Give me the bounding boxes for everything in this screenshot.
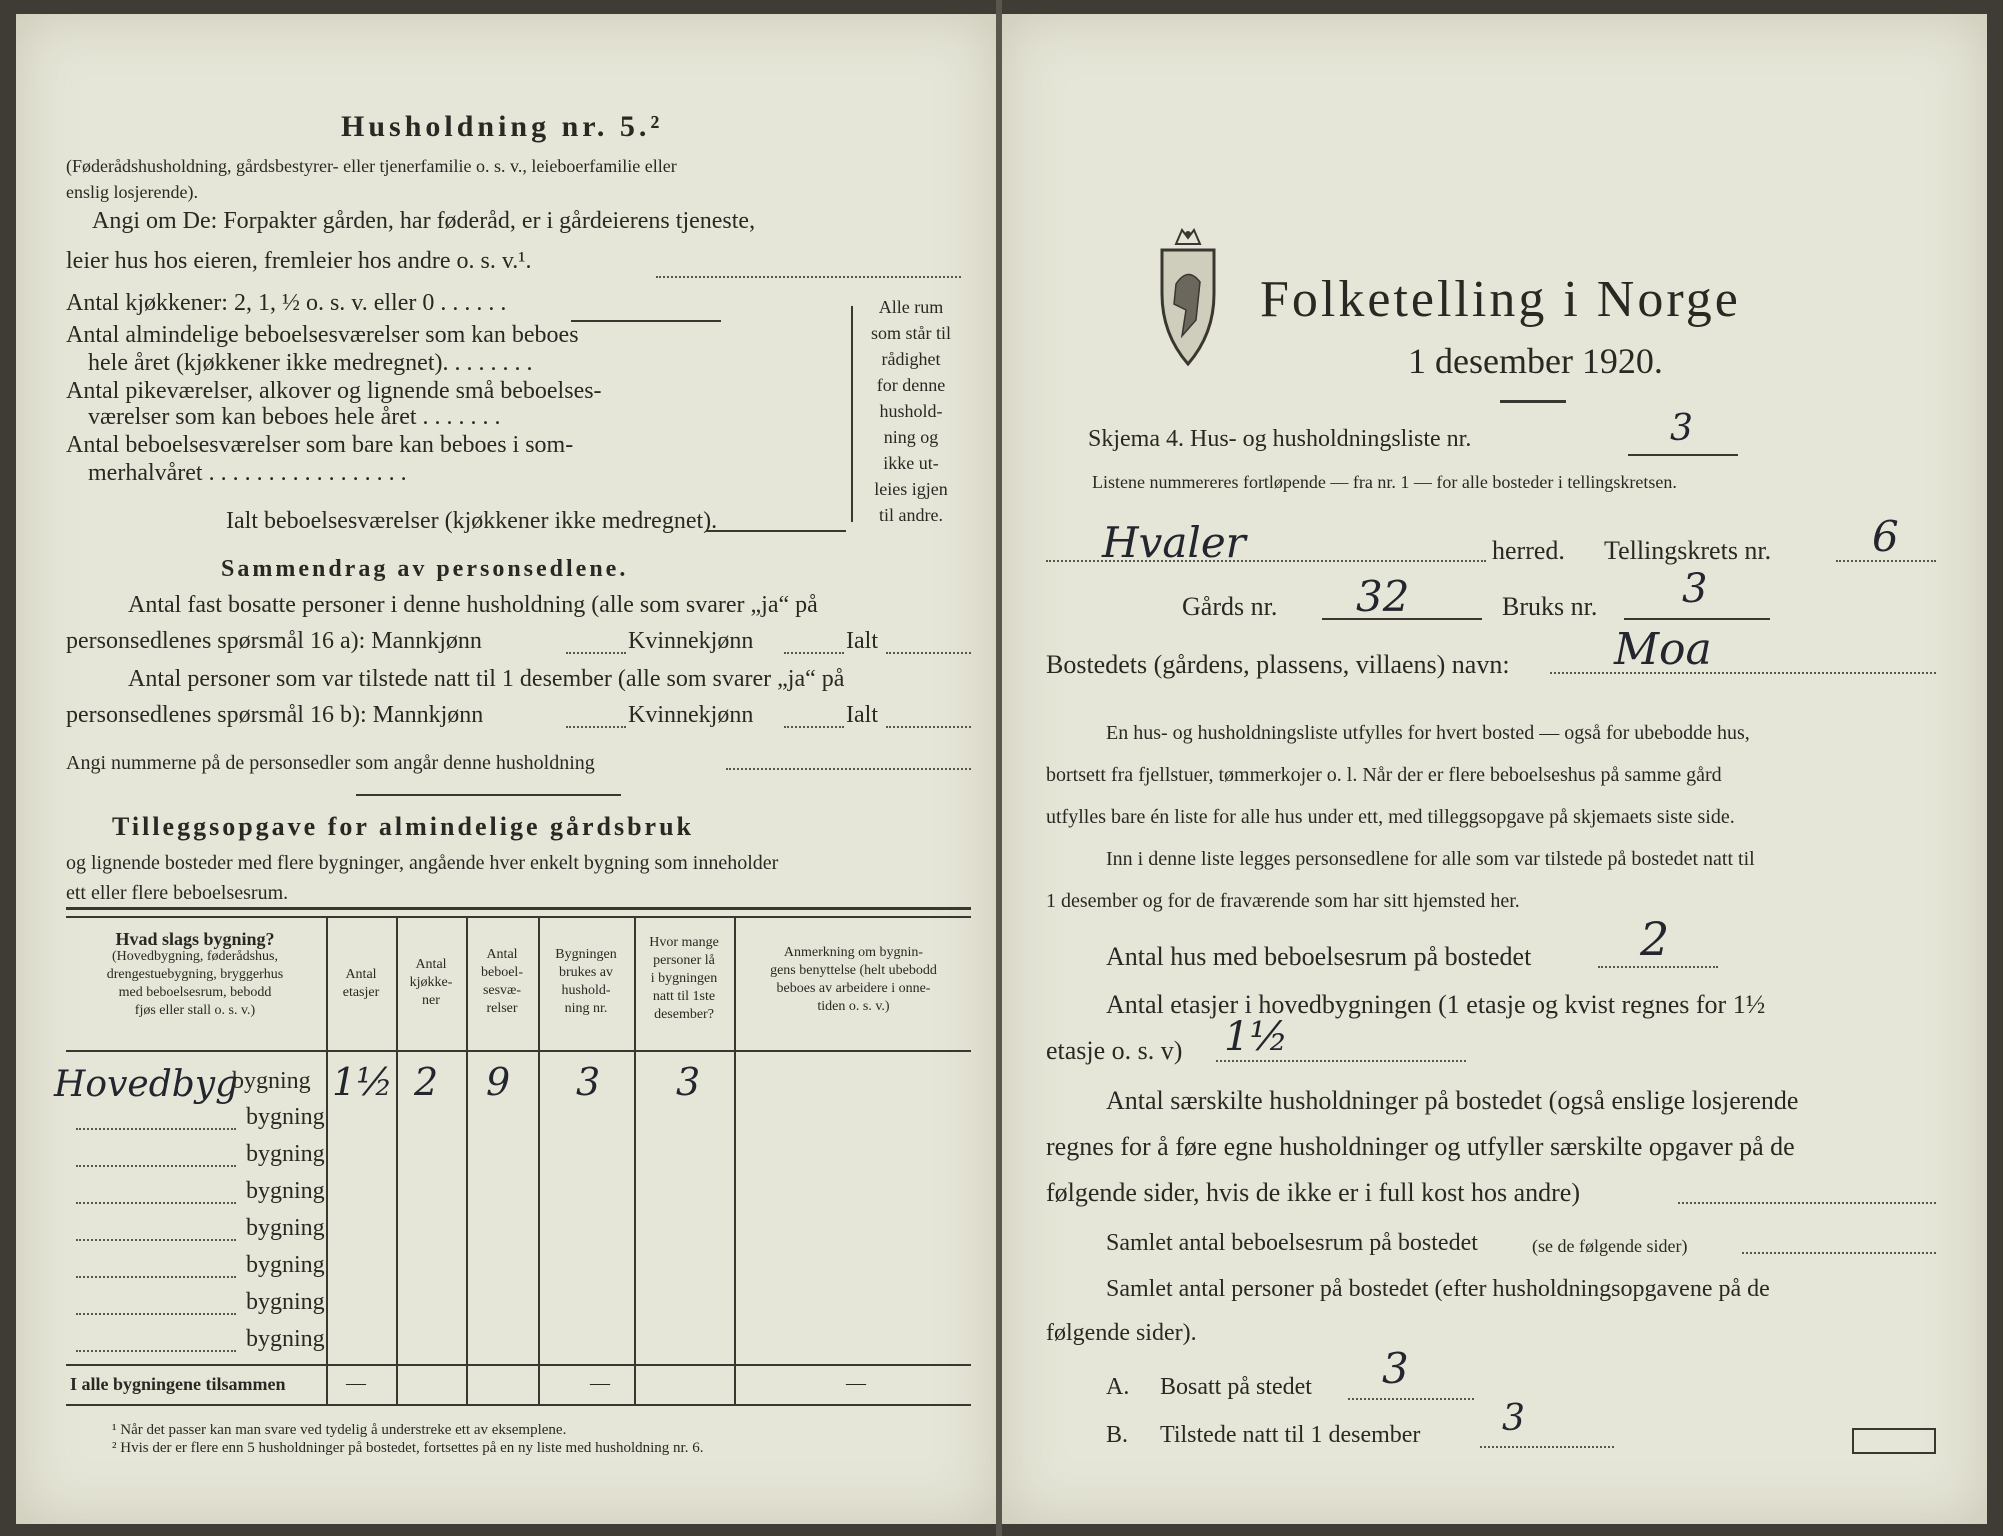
row-label: bygning [246,1104,325,1130]
pikevaerelser-label: Antal pikeværelser, alkover og lignende små beboelses- [66,378,602,404]
tilstede-line-1: Antal personer som var tilstede natt til 1 desember (alle som svarer „ja“ på [128,666,845,692]
almindelige-label: Antal almindelige beboelsesværelser som kan beboes [66,322,579,348]
left-page [16,14,996,1524]
table-top-border-2 [66,916,971,918]
pikevaerelser-label-2: værelser som kan beboes hele året . . . . . . . [88,404,501,430]
skjema-value: 3 [1670,408,1693,449]
fast-bosatte-line-2: personsedlenes spørsmål 16 a): Mannkjønn [66,628,482,654]
row-label: bygning [246,1289,325,1315]
total-husholdning-dash: — [590,1372,610,1394]
section-divider [356,794,621,796]
etasjer-value: 1½ [1224,1014,1289,1060]
fast-kvinne-label: Kvinnekjønn [628,628,754,654]
row-fill-line [76,1350,236,1352]
tilstede-ialt-line [886,726,971,728]
bosatt-value: 3 [1382,1344,1409,1393]
nummerne-label: Angi nummerne på de personsedler som angår denne husholdning [66,752,595,774]
footnote-2: ² Hvis der er flere enn 5 husholdninger på bostedet, fortsettes på en ny liste med husholdning nr. 6. [112,1440,704,1456]
hus-line [1598,966,1718,968]
household-subtitle-2: enslig losjerende). [66,182,198,202]
gards-value: 32 [1356,572,1410,621]
title-divider [1500,400,1566,403]
household-subtitle: (Føderådshusholdning, gårdsbestyrer- eller tjenerfamilie o. s. v., leieboerfamilie eller [66,156,677,176]
tilstede-mann-line [566,726,626,728]
row-label: bygning [232,1068,311,1094]
skjema-line [1628,454,1738,456]
bosted-label: Bostedets (gårdens, plassens, villaens) navn: [1046,650,1510,679]
printer-stamp [1852,1428,1936,1454]
herred-line [1046,560,1486,562]
header-personer: Hvor mange personer lå i bygningen natt til 1ste desember? [649,935,719,1022]
hus-value: 2 [1640,912,1670,966]
row-label: bygning [246,1141,325,1167]
bosatt-label: Bosatt på stedet [1160,1374,1312,1400]
tillegg-line-2: ett eller flere beboelsesrum. [66,882,289,904]
row-personer: 3 [676,1060,701,1104]
tillegg-title: Tilleggsopgave for almindelige gårdsbruk [112,812,695,841]
row-label: bygning [246,1178,325,1204]
row-kjokkener: 2 [414,1060,439,1104]
row-label: bygning [246,1326,325,1352]
row-building-name: Hovedbyg [54,1064,239,1105]
household-title: Husholdning nr. 5.² [341,110,664,143]
side-brace [851,306,853,522]
row-fill-line [76,1128,236,1130]
bosted-line [1550,672,1936,674]
right-page [1002,14,1987,1524]
bosatt-line [1348,1398,1474,1400]
tellingskrets-label: Tellingskrets nr. [1604,536,1772,565]
norway-coat-of-arms-icon [1152,224,1224,374]
para2-line-1: Inn i denne liste legges personsedlene for alle som var tilstede på bostedet natt til [1106,848,1755,870]
tilstede-kvinne-line [784,726,844,728]
sammendrag-title: Sammendrag av personsedlene. [221,556,629,582]
header-vaerelser: Antal beboel- sesvæ- relser [481,947,523,1016]
table-total-border [66,1364,971,1366]
bruks-label: Bruks nr. [1502,592,1598,621]
fast-ialt-label: Ialt [846,628,878,654]
para2-line-2: 1 desember og for de fraværende som har sitt hjemsted her. [1046,890,1520,912]
census-date: 1 desember 1920. [1408,341,1663,381]
para1-line-2: bortsett fra fjellstuer, tømmerkojer o. l. Når der er flere beboelseshus på samme gård [1046,764,1722,786]
tillegg-line-1: og lignende bosteder med flere bygninger, angående hver enkelt bygning som inneholder [66,852,779,874]
row-fill-line [76,1276,236,1278]
table-header-border [66,1050,971,1052]
table-top-border [66,907,971,910]
skjema-label: Skjema 4. Hus- og husholdningsliste nr. [1088,426,1472,452]
row-fill-line [76,1239,236,1241]
row-fill-line [76,1165,236,1167]
tilstede-letter: B. [1106,1422,1129,1448]
samlet-rum-label: Samlet antal beboelsesrum på bostedet [1106,1230,1478,1256]
almindelige-label-2: hele året (kjøkkener ikke medregnet). . . . . . . . [88,350,533,376]
gards-label: Gårds nr. [1182,592,1278,621]
total-label: I alle bygningene tilsammen [70,1374,286,1394]
angi-fill-line [656,276,961,278]
tilstede-value: 3 [1502,1398,1525,1439]
row-etasjer: 1½ [332,1060,394,1104]
angi-line-2: leier hus hos eieren, fremleier hos andre o. s. v.¹. [66,248,532,274]
para1-line-1: En hus- og husholdningsliste utfylles for hvert bosted — også for ubebodde hus, [1106,722,1750,744]
fast-kvinne-line [784,652,844,654]
tilstede-kvinne-label: Kvinnekjønn [628,702,754,728]
saerskilte-line [1678,1202,1936,1204]
kjokkener-line [571,320,721,322]
tilstede-ialt-label: Ialt [846,702,878,728]
bruks-line [1624,618,1770,620]
listene-note: Listene nummereres fortløpende — fra nr. 1 — for alle bosteder i tellingskretsen. [1092,472,1677,492]
header-anmerkning: Anmerkning om bygnin- gens benyttelse (helt ubebodd beboes av arbeidere i onne- tiden o. s. v.) [770,945,937,1014]
tilstede-line [1480,1446,1614,1448]
hus-label: Antal hus med beboelsesrum på bostedet [1106,942,1532,971]
ialt-label: Ialt beboelsesværelser (kjøkkener ikke medregnet). [226,508,718,534]
header-etasjer: Antal etasjer [342,967,380,1000]
bosatt-letter: A. [1106,1374,1130,1400]
tilstede-label: Tilstede natt til 1 desember [1160,1422,1421,1448]
samlet-rum-note: (se de følgende sider) [1532,1236,1688,1256]
tilstede-line-2: personsedlenes spørsmål 16 b): Mannkjønn [66,702,484,728]
header-building-type: Hvad slags bygning? (Hovedbygning, føderådshus, drengestuebygning, bryggerhus med beboelsesrum, bebodd fjøs eller stall o. s. v.) [106,929,284,1018]
saerskilte-line-2: regnes for å føre egne husholdninger og utfyller særskilte opgaver på de [1046,1132,1795,1161]
para1-line-3: utfylles bare én liste for alle hus under ett, med tilleggsopgave på skjemaets siste side. [1046,806,1735,828]
row-husholdning: 3 [576,1060,601,1104]
bruks-value: 3 [1682,566,1708,612]
total-etasjer-dash: — [346,1372,366,1394]
row-label: bygning [246,1252,325,1278]
row-fill-line [76,1202,236,1204]
angi-line-1: Angi om De: Forpakter gården, har føderåd, er i gårdeierens tjeneste, [92,208,756,234]
samlet-personer-line-1: Samlet antal personer på bostedet (efter husholdningsopgavene på de [1106,1276,1770,1302]
samlet-personer-line-2: følgende sider). [1046,1320,1197,1346]
saerskilte-line-1: Antal særskilte husholdninger på bostedet (også enslige losjerende [1106,1086,1799,1115]
etasjer-line-1: Antal etasjer i hovedbygningen (1 etasje og kvist regnes for 1½ [1106,990,1766,1019]
bosted-value: Moa [1614,624,1712,675]
sommer-label-2: merhalvåret . . . . . . . . . . . . . . . . . [88,460,407,486]
fast-mann-line [566,652,626,654]
header-kjokkener: Antal kjøkke- ner [409,957,453,1008]
table-bottom-border [66,1404,971,1406]
header-husholdning: Bygningen brukes av hushold- ning nr. [555,947,617,1016]
census-title: Folketelling i Norge [1260,271,1741,328]
nummerne-line [726,768,971,770]
fast-bosatte-line-1: Antal fast bosatte personer i denne husholdning (alle som svarer „ja“ på [128,592,818,618]
samlet-rum-line [1742,1252,1936,1254]
kjokkener-label: Antal kjøkkener: 2, 1, ½ o. s. v. eller 0 . . . . . . [66,290,507,316]
row-vaerelser: 9 [486,1060,511,1104]
tellingskrets-value: 6 [1872,512,1899,561]
etasjer-line [1216,1060,1466,1062]
total-anmerkning-dash: — [846,1372,866,1394]
etasjer-line-2: etasje o. s. v) [1046,1036,1183,1065]
row-fill-line [76,1313,236,1315]
herred-value: Hvaler [1102,518,1246,567]
ialt-line [706,530,846,532]
footnote-1: ¹ Når det passer kan man svare ved tydelig å understreke ett av eksemplene. [112,1422,567,1438]
sommer-label: Antal beboelsesværelser som bare kan beboes i som- [66,432,574,458]
fast-ialt-line [886,652,971,654]
row-label: bygning [246,1215,325,1241]
saerskilte-line-3: følgende sider, hvis de ikke er i full kost hos andre) [1046,1178,1580,1207]
side-note: Alle rum som står til rådighet for denne hushold- ning og ikke ut- leies igjen til andre. [871,297,951,525]
herred-label: herred. [1492,536,1565,565]
